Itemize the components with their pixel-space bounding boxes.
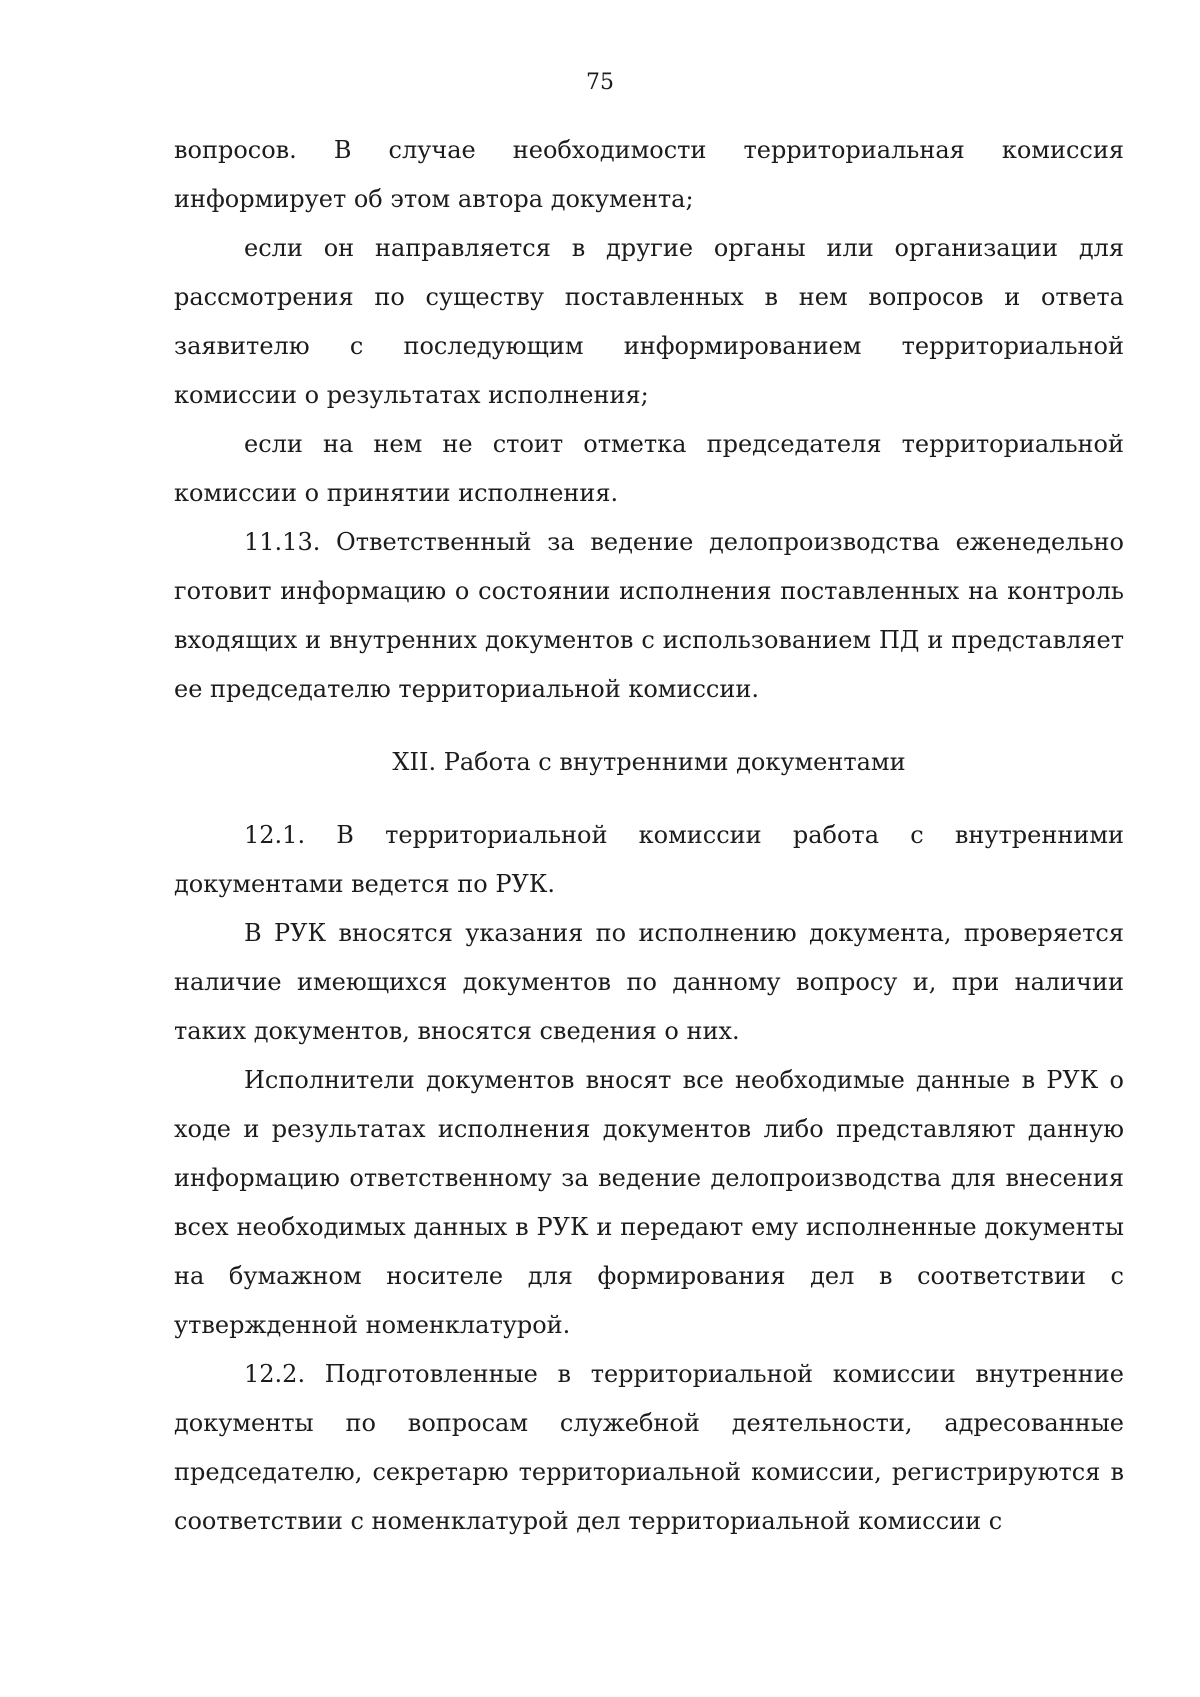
section-heading: XII. Работа с внутренними документами — [392, 748, 906, 776]
paragraph-after-0: 12.1. В территориальной комиссии работа с внутренними документами ведется по РУК. — [174, 821, 1124, 898]
paragraph-before-2: если на нем не стоит отметка председателя территориальной комиссии о принятии исполнения. — [174, 430, 1124, 507]
page-content — [174, 126, 1124, 1546]
paragraph-after-2: Исполнители документов вносят все необходимые данные в РУК о ходе и результатах исполнения документов либо представляют данную информацию ответственному за ведение делопроизводства для внесения всех необходимых данных в РУК и передают ему исполненные документы на бумажном носителе для формирования дел в соответствии с утвержденной номенклатурой. — [174, 1066, 1124, 1339]
paragraph-before-0: вопросов. В случае необходимости территориальная комиссия информирует об этом автора документа; — [174, 136, 1124, 213]
page-number: 75 — [586, 70, 614, 95]
paragraph-before-3: 11.13. Ответственный за ведение делопроизводства еженедельно готовит информацию о состоянии исполнения поставленных на контроль входящих и внутренних документов с использованием ПД и представляет ее председателю территориальной комиссии. — [174, 528, 1124, 703]
paragraph-after-3: 12.2. Подготовленные в территориальной комиссии внутренние документы по вопросам служебной деятельности, адресованные председателю, секретарю территориальной комиссии, регистрируются в соответствии с номенклатурой дел территориальной комиссии с — [174, 1360, 1124, 1535]
paragraph-before-1: если он направляется в другие органы или организации для рассмотрения по существу поставленных в нем вопросов и ответа заявителю с последующим информированием территориальной комиссии о результатах исполнения; — [174, 234, 1124, 409]
paragraph-after-1: В РУК вносятся указания по исполнению документа, проверяется наличие имеющихся документов по данному вопросу и, при наличии таких документов, вносятся сведения о них. — [174, 919, 1124, 1045]
